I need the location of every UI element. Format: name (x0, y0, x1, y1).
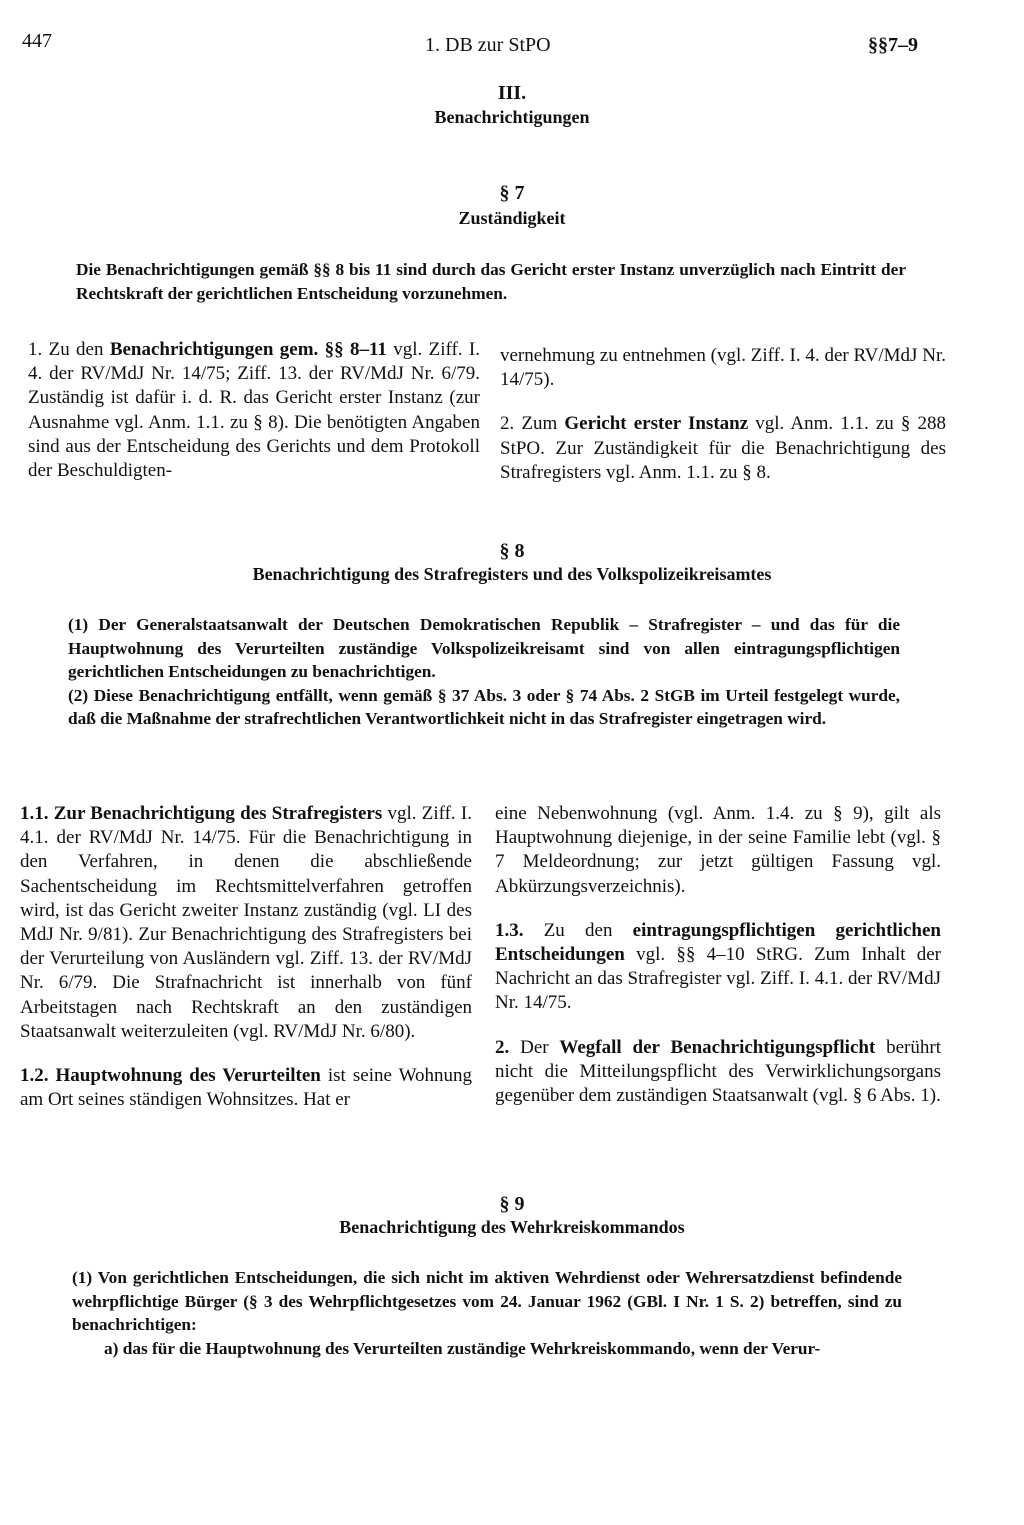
section-range: §§7–9 (868, 34, 918, 56)
note-1-continued: vernehmung zu entnehmen (vgl. Ziff. I. 4. der RV/MdJ Nr. 14/75). (500, 345, 946, 391)
note-2-term: Wegfall der Benachrichtigungspflicht (559, 1036, 876, 1058)
note-2-body: vgl. Anm. 1.1. zu § 288 StPO. Zur Zuständigkeit für die Benachrichtigung des Strafregisters vgl. Anm. 1.1. zu § 8. (500, 413, 947, 483)
note-2-number: 2. (495, 1036, 510, 1058)
part-title: Benachrichtigungen (434, 107, 590, 127)
note-1-1-body: vgl. Ziff. I. 4.1. der RV/MdJ Nr. 14/75. Für die Benachrichtigung in den Verfahren, in denen die abschließende Sachentscheidung im Rechtsmittelverfahren getroffen wird, ist das Gericht zweiter Instanz zuständig (vgl. LI des MdJ Nr. 9/81). Zur Benachrichtigung des Strafregisters bei der Verurteilung von Ausländern vgl. Ziff. 13. der RV/MdJ Nr. 6/79. Die Strafnachricht ist innerhalb von fünf Arbeitstagen nach Rechtskraft an den zuständigen Staatsanwalt weiterzuleiten (vgl. RV/MdJ Nr. 6/80). (20, 803, 472, 1042)
section-9-para-1: (1) Von gerichtlichen Entscheidungen, die sich nicht im aktiven Wehrdienst oder Wehrersatzdienst befindende wehrpflichtige Bürger (§ 3 des Wehrpflichtgesetzes vom 24. Januar 1962 (GBl. I Nr. 1 S. 2) betreffen, sind zu benachrichtigen: (72, 1268, 902, 1334)
section-7-law-text: Die Benachrichtigungen gemäß §§ 8 bis 11 sind durch das Gericht erster Instanz unverzüglich nach Eintritt der Rechtskraft der gerichtlichen Entscheidung vorzunehmen. (76, 260, 906, 303)
page-number: 447 (22, 30, 52, 52)
part-numeral: III. (497, 82, 527, 104)
note-2-term: Gericht erster Instanz (564, 413, 749, 435)
section-9-number: § 9 (499, 1193, 525, 1215)
note-1-term: Benachrichtigungen gem. §§ 8–11 (109, 339, 387, 360)
section-8-title: Benachrichtigung des Strafregisters und des Volkspolizeikreisamtes (252, 564, 772, 584)
section-8-para-1: (1) Der Generalstaatsanwalt der Deutschen Demokratischen Republik – Strafregister – und das für die Hauptwohnung des Verurteilten zuständige Volkspolizeikreisamt sind von allen eintragungspflichtigen gerichtlichen Entscheidungen zu benachrichtigen. (68, 615, 900, 681)
note-1-body: vgl. Ziff. I. 4. der RV/MdJ Nr. 14/75; Ziff. 13. der RV/MdJ Nr. 6/79. Zuständig ist dafür i. d. R. das Gericht erster Instanz (zur Ausnahme vgl. Anm. 1.1. zu § 8). Die benötigten Angaben sind aus der Entscheidung des Gerichts und dem Protokoll der Beschuldigten- (28, 339, 480, 482)
running-title: 1. DB zur StPO (425, 34, 551, 56)
section-9-item-a: a) das für die Hauptwohnung des Verurteilten zuständige Wehrkreiskommando, wenn der Verur- (104, 1338, 821, 1358)
note-2-lead: 2. Zum (500, 413, 565, 435)
note-1-2-continued: eine Nebenwohnung (vgl. Anm. 1.4. zu § 9), gilt als Hauptwohnung diejenige, in der seine Familie lebt (vgl. § 7 Meldeordnung; zur jetzt gültigen Fassung vgl. Abkürzungsverzeichnis). (495, 803, 941, 897)
note-1-lead: 1. Zu den (28, 339, 110, 360)
note-1-3-number: 1.3. (495, 919, 524, 941)
section-8-law-text (68, 613, 900, 731)
note-2-lead: Der (509, 1036, 560, 1058)
note-2-body: berührt nicht die Mitteilungspflicht des Verwirklichungsorgans gegenüber dem zuständigen Staatsanwalt (vgl. § 6 Abs. 1). (495, 1036, 941, 1107)
section-8-number: § 8 (499, 540, 525, 562)
section-7-note-left (28, 338, 480, 483)
section-7-note-right (500, 344, 946, 485)
section-8-para-2: (2) Diese Benachrichtigung entfällt, wenn gemäß § 37 Abs. 3 oder § 74 Abs. 2 StGB im Urteil festgelegt wurde, daß die Maßnahme der strafrechtlichen Verantwortlichkeit nicht in das Strafregister eingetragen wird. (68, 685, 900, 728)
note-1-3-body: vgl. §§ 4–10 StRG. Zum Inhalt der Nachricht an das Strafregister vgl. Ziff. I. 4.1. der RV/MdJ Nr. 14/75. (495, 944, 941, 1014)
section-8-notes-left (20, 802, 472, 1112)
note-1-1-term: 1.1. Zur Benachrichtigung des Strafregisters (20, 803, 383, 824)
note-1-2-term: 1.2. Hauptwohnung des Verurteilten (20, 1065, 321, 1087)
section-7-title: Zuständigkeit (458, 208, 566, 228)
section-9-law-text (72, 1266, 902, 1360)
note-1-3-lead: Zu den (523, 919, 633, 941)
note-1-2-body: ist seine Wohnung am Ort seines ständigen Wohnsitzes. Hat er (20, 1065, 472, 1111)
section-7-number: § 7 (499, 182, 525, 204)
section-8-notes-right (495, 802, 941, 1108)
note-1-3-term: eintragungspflichtigen gerichtlichen Entscheidungen (495, 919, 941, 966)
section-9-title: Benachrichtigung des Wehrkreiskommandos (339, 1217, 685, 1237)
